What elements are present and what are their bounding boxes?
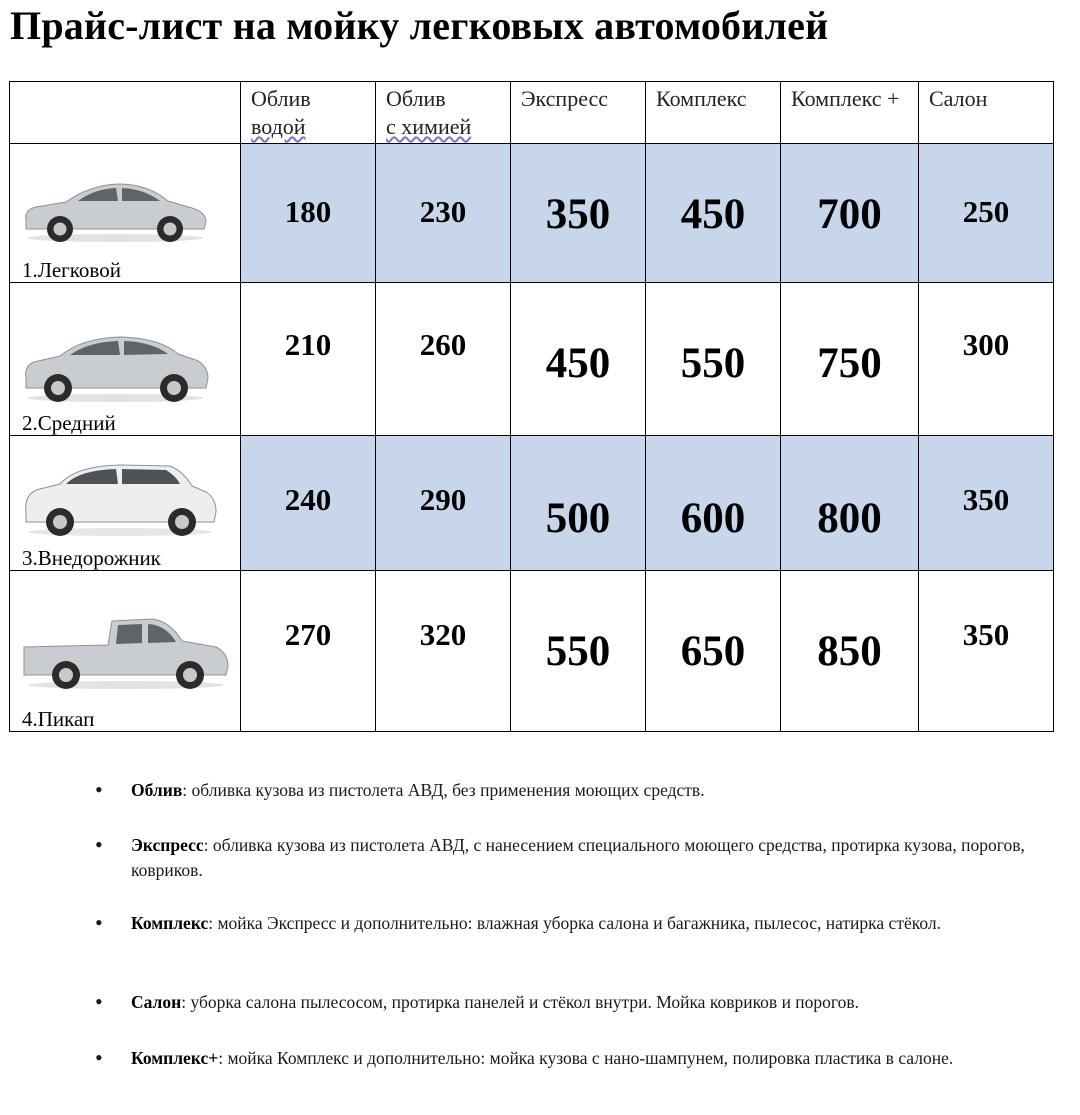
- table-row: [10, 144, 1054, 283]
- vehicle-cell: [10, 571, 241, 732]
- price-cell: 350: [511, 144, 646, 283]
- header-cell: Комплекс +: [781, 82, 919, 144]
- list-item: [95, 910, 1051, 936]
- crossover-car-icon: [20, 328, 210, 404]
- bullet-icon: •: [95, 832, 103, 857]
- price-cell: 180: [241, 144, 376, 283]
- bullet-icon: •: [95, 989, 103, 1014]
- header-cell: Комплекс: [646, 82, 781, 144]
- list-item: [95, 832, 1051, 883]
- price-cell: 550: [646, 283, 781, 436]
- header-cell: Салон: [919, 82, 1054, 144]
- note-term: Комплекс+: [131, 1048, 219, 1068]
- header-cell: Облив водой: [241, 82, 376, 144]
- note-term: Комплекс: [131, 913, 209, 933]
- note-text: : обливка кузова из пистолета АВД, с нанесением специального моющего средства, протирка кузова, порогов, ковриков.: [131, 835, 1025, 880]
- price-cell: 260: [376, 283, 511, 436]
- price-cell: 500: [511, 436, 646, 571]
- price-cell: 250: [919, 144, 1054, 283]
- note-text: : мойка Комплекс и дополнительно: мойка кузова с нано-шампунем, полировка пластика в салоне.: [218, 1048, 954, 1068]
- vehicle-cell: [10, 283, 241, 436]
- vehicle-label: 4.Пикап: [22, 707, 95, 731]
- price-cell: 240: [241, 436, 376, 571]
- price-table: [9, 81, 1054, 732]
- header-empty-cell: [10, 82, 241, 144]
- bullet-icon: •: [95, 1045, 103, 1070]
- price-cell: 300: [919, 283, 1054, 436]
- table-row: [10, 436, 1054, 571]
- suv-car-icon: [20, 460, 220, 538]
- price-cell: 210: [241, 283, 376, 436]
- price-cell: 230: [376, 144, 511, 283]
- note-term: Экспресс: [131, 835, 204, 855]
- price-cell: 700: [781, 144, 919, 283]
- bullet-icon: •: [95, 777, 103, 802]
- price-cell: 600: [646, 436, 781, 571]
- header-cell: Экспресс: [511, 82, 646, 144]
- price-cell: 350: [919, 436, 1054, 571]
- list-item: [95, 1045, 1051, 1071]
- note-text: : уборка салона пылесосом, протирка панелей и стёкол внутри. Мойка ковриков и порогов.: [181, 992, 860, 1012]
- bullet-icon: •: [95, 910, 103, 935]
- table-row: [10, 571, 1054, 732]
- price-cell: 270: [241, 571, 376, 732]
- list-item: [95, 989, 1051, 1015]
- vehicle-cell: [10, 436, 241, 571]
- price-cell: 290: [376, 436, 511, 571]
- price-cell: 350: [919, 571, 1054, 732]
- vehicle-cell: [10, 144, 241, 283]
- vehicle-label: 2.Средний: [22, 411, 116, 435]
- table-header-row: [10, 82, 1054, 144]
- note-term: Облив: [131, 780, 183, 800]
- price-cell: 750: [781, 283, 919, 436]
- vehicle-label: 3.Внедорожник: [22, 546, 161, 570]
- price-cell: 850: [781, 571, 919, 732]
- price-cell: 650: [646, 571, 781, 732]
- table-row: [10, 283, 1054, 436]
- list-item: [95, 777, 1051, 803]
- price-cell: 800: [781, 436, 919, 571]
- note-text: : мойка Экспресс и дополнительно: влажная уборка салона и багажника, пылесос, натирка стёкол.: [208, 913, 941, 933]
- price-cell: 550: [511, 571, 646, 732]
- note-text: : обливка кузова из пистолета АВД, без применения моющих средств.: [182, 780, 705, 800]
- vehicle-label: 1.Легковой: [22, 258, 121, 282]
- note-term: Салон: [131, 992, 182, 1012]
- pickup-truck-icon: [20, 613, 232, 691]
- sedan-car-icon: [20, 174, 210, 244]
- price-cell: 450: [646, 144, 781, 283]
- header-cell: Облив с химией: [376, 82, 511, 144]
- price-cell: 450: [511, 283, 646, 436]
- page-title: Прайс-лист на мойку легковых автомобилей: [10, 3, 829, 48]
- price-cell: 320: [376, 571, 511, 732]
